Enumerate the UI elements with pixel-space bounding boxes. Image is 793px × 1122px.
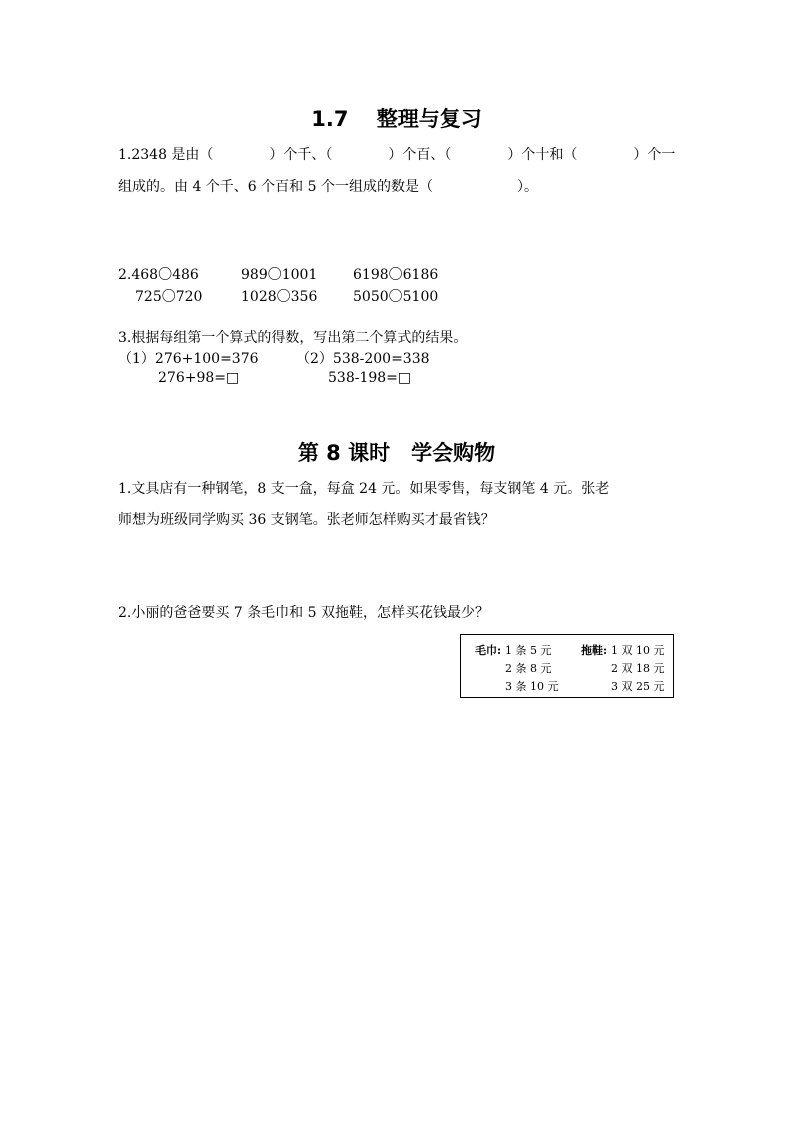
compare-item-1: 2.468〇486	[118, 267, 199, 283]
calc-b-answer: 538-198=□	[328, 370, 412, 386]
question-1-line-1: 1.2348 是由（ ）个千、（ ）个百、（ ）个十和（ ）个一	[118, 147, 676, 163]
compare-item-5: 1028〇356	[241, 289, 318, 305]
towel-price-1: 1 条 5 元	[505, 644, 552, 657]
towel-label: 毛巾:	[475, 644, 502, 657]
shopping-question-1-line-1: 1.文具店有一种钢笔，8 支一盒，每盒 24 元。如果零售，每支钢笔 4 元。张老	[118, 481, 610, 497]
slipper-price-1: 1 双 10 元	[611, 644, 665, 657]
slipper-label: 拖鞋:	[581, 644, 608, 657]
slipper-price-3: 3 双 25 元	[611, 680, 665, 693]
section-title-shopping: 第 8 课时 学会购物	[297, 441, 496, 465]
compare-item-6: 5050〇5100	[353, 289, 439, 305]
compare-item-3: 6198〇6186	[353, 267, 439, 283]
question-3-text: 3.根据每组第一个算式的得数，写出第二个算式的结果。	[118, 330, 468, 346]
shopping-question-1-line-2: 师想为班级同学购买 36 支钢笔。张老师怎样购买才最省钱？	[118, 512, 495, 528]
calc-a-given: （1）276+100=376	[118, 351, 259, 367]
compare-item-2: 989〇1001	[241, 267, 318, 283]
calc-a-answer: 276+98=□	[158, 370, 240, 386]
price-list-box	[460, 634, 674, 698]
compare-item-4: 725〇720	[135, 289, 203, 305]
shopping-question-2: 2.小丽的爸爸要买 7 条毛巾和 5 双拖鞋，怎样买花钱最少？	[118, 605, 489, 621]
towel-price-2: 2 条 8 元	[505, 662, 552, 675]
section-title-review: 1.7 整理与复习	[311, 107, 482, 131]
question-1-line-2: 组成的。由 4 个千、6 个百和 5 个一组成的数是（ ）。	[118, 179, 538, 195]
slipper-price-2: 2 双 18 元	[611, 662, 665, 675]
calc-b-given: （2）538-200=338	[296, 351, 430, 367]
towel-price-3: 3 条 10 元	[505, 680, 559, 693]
